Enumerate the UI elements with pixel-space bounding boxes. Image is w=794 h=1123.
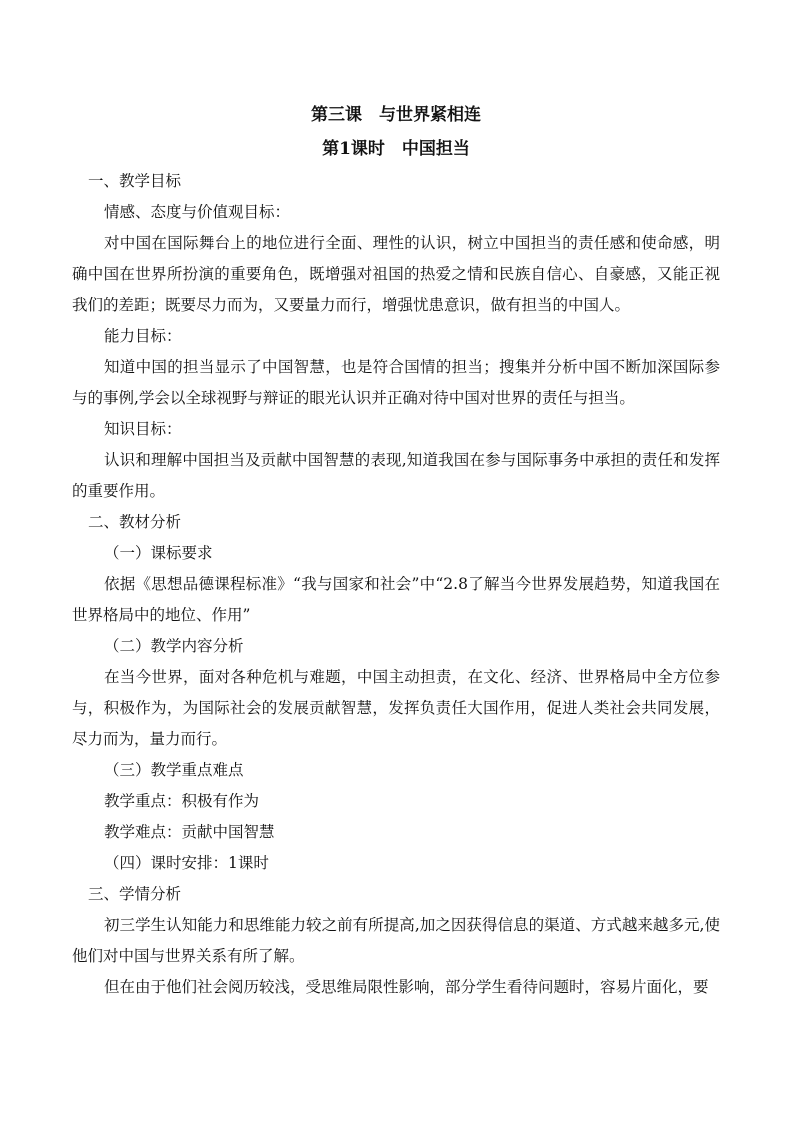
paragraph-content-analysis: 在当今世界，面对各种危机与难题，中国主动担责，在文化、经济、世界格局中全方位参与，积极作为，为国际社会的发展贡献智慧，发挥负责任大国作用，促进人类社会共同发展，尽力而为，量力而行。 bbox=[72, 668, 720, 748]
heading-emotion-goal: 情感、态度与价值观目标： bbox=[104, 203, 291, 221]
paragraph-emotion-goal: 对中国在国际舞台上的地位进行全面、理性的认识，树立中国担当的责任感和使命感，明确中国在世界所扮演的重要角色，既增强对祖国的热爱之情和民族自信心、自豪感，又能正视我们的差距；既要尽力而为，又要量力而行，增强忧患意识，做有担当的中国人。 bbox=[72, 234, 720, 314]
heading-teaching-goals: 一、教学目标 bbox=[88, 172, 182, 190]
heading-learner-analysis: 三、学情分析 bbox=[88, 885, 182, 903]
paragraph-knowledge-goal: 认识和理解中国担当及贡献中国智慧的表现,知道我国在参与国际事务中承担的责任和发挥的重要作用。 bbox=[72, 451, 720, 500]
heading-ability-goal: 能力目标： bbox=[104, 327, 182, 345]
text-key-point: 教学重点：积极有作为 bbox=[104, 792, 260, 810]
document-title: 第三课 与世界紧相连 bbox=[311, 105, 481, 125]
heading-textbook-analysis: 二、教材分析 bbox=[88, 513, 182, 531]
paragraph-learner-analysis-2: 但在由于他们社会阅历较浅，受思维局限性影响，部分学生看待问题时，容易片面化，要 bbox=[104, 978, 709, 996]
paragraph-ability-goal: 知道中国的担当显示了中国智慧，也是符合国情的担当；搜集并分析中国不断加深国际参与的事例,学会以全球视野与辩证的眼光认识并正确对待中国对世界的责任与担当。 bbox=[72, 358, 720, 407]
heading-key-points: （三）教学重点难点 bbox=[104, 761, 244, 779]
heading-curriculum-requirement: （一）课标要求 bbox=[104, 544, 213, 562]
paragraph-curriculum-requirement: 依据《思想品德课程标准》“我与国家和社会”中“2.8了解当今世界发展趋势，知道我国在世界格局中的地位、作用” bbox=[72, 575, 720, 624]
document-subtitle: 第1课时 中国担当 bbox=[322, 139, 470, 159]
heading-schedule: （四）课时安排：1课时 bbox=[104, 854, 269, 872]
heading-content-analysis: （二）教学内容分析 bbox=[104, 637, 244, 655]
document-body bbox=[72, 166, 720, 1003]
text-difficult-point: 教学难点：贡献中国智慧 bbox=[104, 823, 275, 841]
heading-knowledge-goal: 知识目标： bbox=[104, 420, 182, 438]
paragraph-learner-analysis-1: 初三学生认知能力和思维能力较之前有所提高,加之因获得信息的渠道、方式越来越多元,使他们对中国与世界关系有所了解。 bbox=[72, 916, 720, 965]
